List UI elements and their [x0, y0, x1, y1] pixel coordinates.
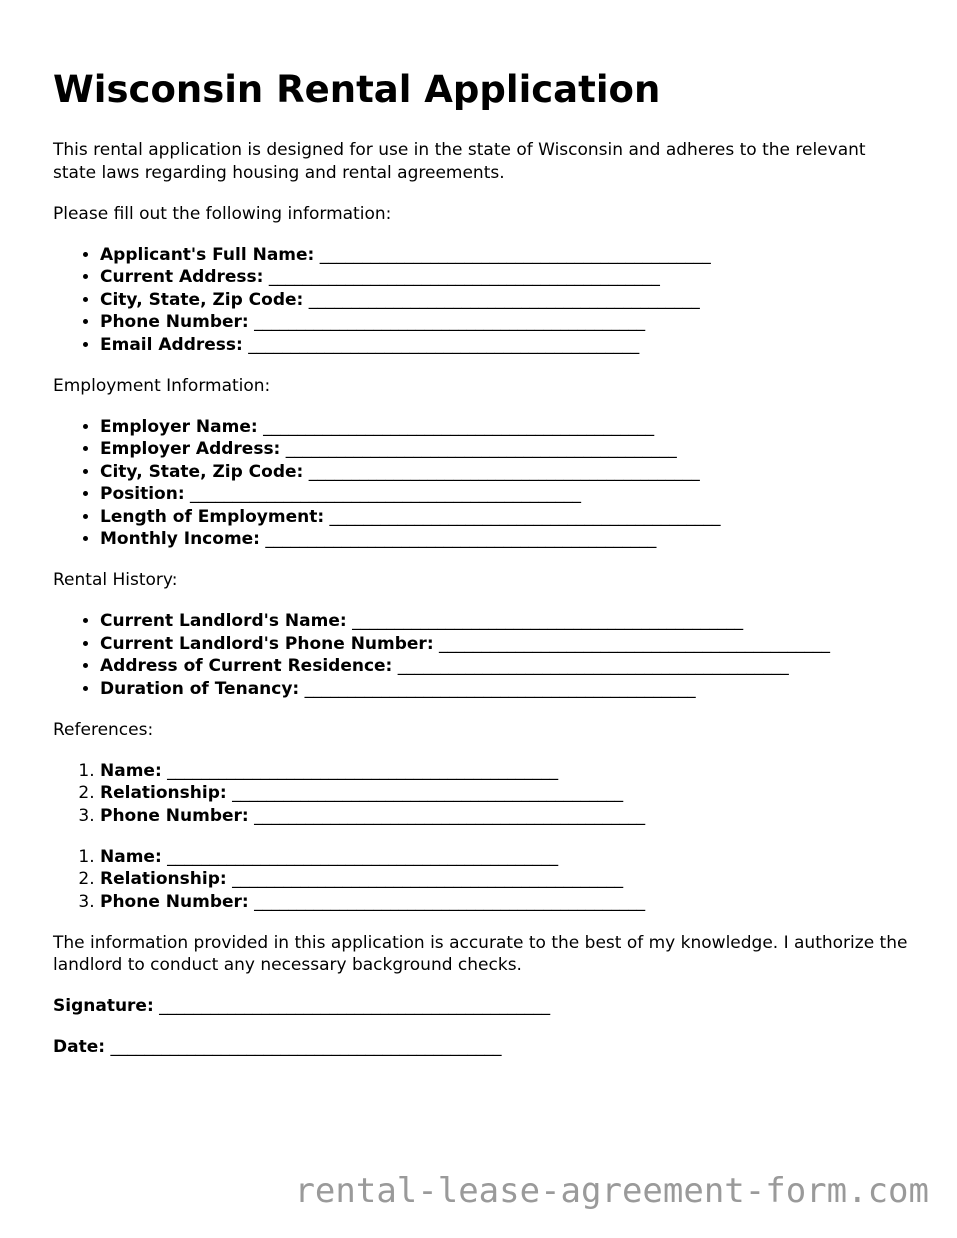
list-item — [100, 266, 913, 289]
list-item — [100, 678, 913, 701]
list-item — [100, 311, 913, 334]
fill-in-line[interactable]: ______________________________________________ — [248, 334, 640, 355]
fill-in-line[interactable]: ______________________________________________ — [285, 439, 677, 459]
list-item — [100, 461, 913, 484]
fill-in-line[interactable]: ______________________________________________ — [167, 760, 559, 781]
fill-in-line[interactable]: ______________________________________________ — [308, 461, 700, 482]
fill-in-line[interactable]: ______________________________________________ — [190, 484, 582, 504]
fill-in-line[interactable]: ______________________________________________ — [397, 656, 789, 676]
field-label: Position: — [100, 484, 185, 504]
fill-in-line[interactable]: ______________________________________________ — [268, 267, 660, 287]
field-label: Current Landlord's Name: — [100, 611, 347, 631]
list-item — [100, 483, 913, 506]
field-label: Duration of Tenancy: — [100, 678, 300, 699]
rental-field-list — [53, 610, 913, 700]
fill-in-line[interactable]: ______________________________________________ — [319, 244, 711, 265]
field-label: Employer Name: — [100, 416, 258, 437]
field-label: Relationship: — [100, 869, 227, 889]
list-item — [100, 760, 913, 783]
fill-in-line[interactable]: ______________________________________________ — [263, 416, 655, 437]
fill-in-line[interactable]: ______________________________________________ — [254, 891, 646, 912]
field-label: Applicant's Full Name: — [100, 244, 315, 265]
field-label: Name: — [100, 760, 162, 781]
fill-in-line[interactable]: ______________________________________________ — [329, 506, 721, 527]
field-label: Name: — [100, 846, 162, 867]
document-body — [53, 139, 913, 1077]
fill-in-line[interactable]: ______________________________________________ — [304, 678, 696, 699]
fill-in-line[interactable]: ______________________________________________ — [439, 633, 831, 654]
list-item — [100, 868, 913, 891]
fill-in-line[interactable]: ______________________________________________ — [254, 805, 646, 826]
references-heading: References: — [53, 719, 154, 740]
list-item — [100, 633, 913, 656]
fill-in-line[interactable]: ______________________________________________ — [167, 846, 559, 867]
field-label: Phone Number: — [100, 805, 249, 826]
watermark: rental-lease-agreement-form.com — [294, 1171, 929, 1211]
field-label: Phone Number: — [100, 891, 249, 912]
applicant-field-list — [53, 244, 913, 357]
signature-label: Signature: — [53, 996, 154, 1016]
intro-paragraph: This rental application is designed for use in the state of Wisconsin and adheres to the relevant state laws regarding housing and rental agreements. — [53, 140, 866, 183]
field-label: City, State, Zip Code: — [100, 461, 304, 482]
field-label: Current Address: — [100, 267, 264, 287]
field-label: Phone Number: — [100, 312, 249, 332]
list-item — [100, 506, 913, 529]
reference-2-list — [53, 846, 913, 914]
page-title: Wisconsin Rental Application — [53, 68, 661, 111]
fill-prompt: Please fill out the following information: — [53, 203, 392, 224]
fill-in-line[interactable]: ______________________________________________ — [232, 869, 624, 889]
field-label: Current Landlord's Phone Number: — [100, 633, 434, 654]
date-row — [53, 1036, 913, 1059]
field-label: City, State, Zip Code: — [100, 289, 304, 310]
date-label: Date: — [53, 1037, 106, 1057]
fill-in-line[interactable]: ______________________________________________ — [254, 312, 646, 332]
list-item — [100, 891, 913, 914]
field-label: Monthly Income: — [100, 529, 260, 549]
list-item — [100, 289, 913, 312]
fill-in-line[interactable]: ______________________________________________ — [352, 611, 744, 631]
list-item — [100, 846, 913, 869]
field-label: Address of Current Residence: — [100, 656, 393, 676]
list-item — [100, 528, 913, 551]
list-item — [100, 244, 913, 267]
field-label: Employer Address: — [100, 439, 281, 459]
list-item — [100, 655, 913, 678]
field-label: Email Address: — [100, 334, 243, 355]
rental-history-heading: Rental History: — [53, 570, 178, 590]
fill-in-line[interactable]: ______________________________________________ — [308, 289, 700, 310]
list-item — [100, 782, 913, 805]
reference-1-list — [53, 760, 913, 828]
fill-in-line[interactable]: ______________________________________________ — [232, 783, 624, 803]
fill-in-line[interactable]: ______________________________________________ — [265, 529, 657, 549]
field-label: Relationship: — [100, 783, 227, 803]
signature-line[interactable]: ______________________________________________ — [159, 996, 551, 1016]
list-item — [100, 334, 913, 357]
list-item — [100, 805, 913, 828]
employment-field-list — [53, 416, 913, 551]
list-item — [100, 416, 913, 439]
date-line[interactable]: ______________________________________________ — [110, 1037, 502, 1057]
field-label: Length of Employment: — [100, 506, 325, 527]
signature-row — [53, 995, 913, 1018]
employment-heading: Employment Information: — [53, 375, 271, 396]
declaration-paragraph: The information provided in this application is accurate to the best of my knowledge. I authorize the landlord to conduct any necessary background checks. — [53, 932, 908, 975]
list-item — [100, 438, 913, 461]
list-item — [100, 610, 913, 633]
